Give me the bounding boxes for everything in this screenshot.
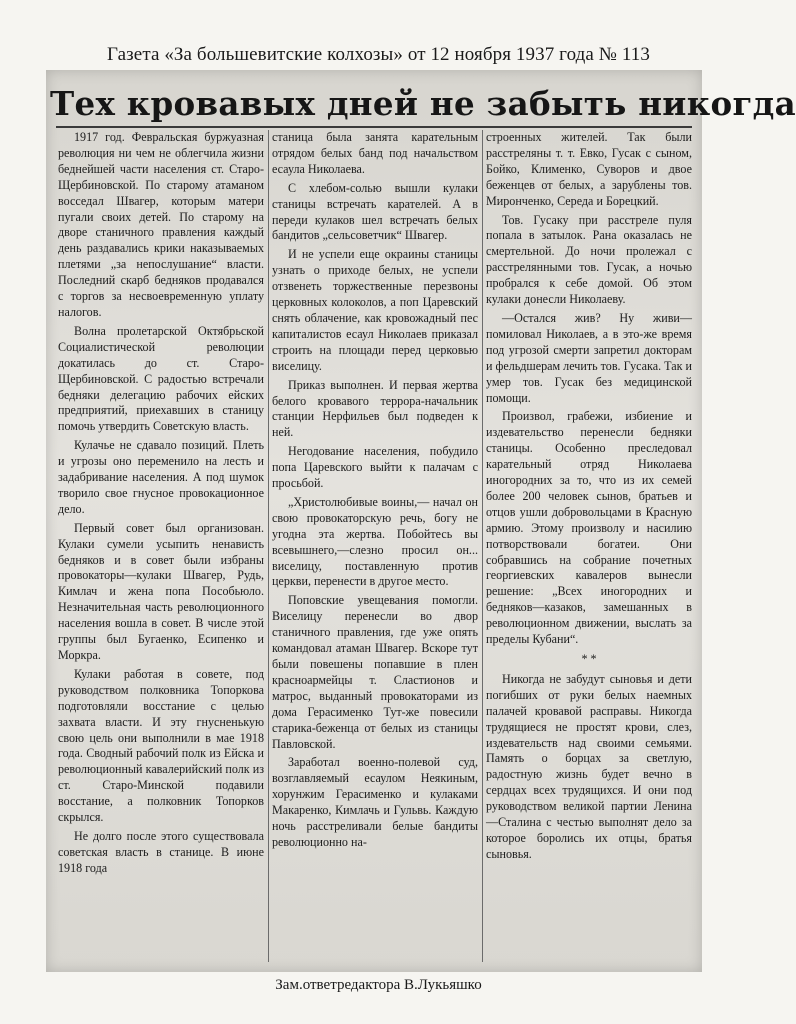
article-paragraph: Приказ выполнен. И первая жертва белого кровавого террора-начальник станции Нерфильев был подведен к ней. [272, 377, 478, 440]
article-paragraph: Волна пролетарской Октябрьской Социалистической революции докатилась до ст. Старо-Щербиновской. С радостью встречали бедняки делегацию рабочих ейских предприятий, приехавших в станицу помочь утвердить Советскую власть. [58, 323, 264, 434]
article-column-3 [486, 130, 692, 866]
article-paragraph: 1917 год. Февральская буржуазная революция ни чем не облегчила жизни беднейшей части населения ст. Старо-Щербиновской. По старому атаманом восседал Швагер, которым матери пугали своих детей. По старому на дворе станичного правления каждый день раздавались крики наказываемых плетями „за непослушание“ власти. Последний скарб бедняков продавался с торгов за несвоевременную уплату налогов. [58, 130, 264, 319]
article-column-1 [58, 130, 264, 880]
article-paragraph: Никогда не забудут сыновья и дети погибших от руки белых наемных палачей кровавой расправы. Никогда трудящиеся не простят крови, слез, издевательств над своими семьями. Память о борцах за светлую, радостную жизнь будет вечно в сердцах всех трудящихся. И они под руководством великой партии Ленина—Сталина с честью выполнят дело за которое боролись их отцы, братья сыновья. [486, 671, 692, 861]
article-paragraph: Кулаки работая в совете, под руководством полковника Топоркова подготовляли восстание с целью захвата власти. И эту гнусненькую свою цель они выполнили в мае 1918 года. Сводный рабочий полк из Ейска и революционный кавалерийский полк из ст. Старо-Минской подавили восстание, а полковник Топорков скрылся. [58, 666, 264, 825]
article-paragraph: „Христолюбивые воины,— начал он свою провокаторскую речь, богу не угодна эта жертва. Побойтесь вы всевышнего,—слезно просил он... виселицу, поставленную против церкви, перенести в другое место. [272, 494, 478, 589]
column-divider [268, 130, 269, 962]
article-paragraph: Произвол, грабежи, избиение и издевательство перенесли бедняки станицы. Особенно преследовал карательный отряд Николаева иногородних за то, что из их семей более 200 человек сынов, братьев и отцов ушли добровольцами в Красную армию. Этому произволу и насилию потворствовали богатеи. Они собравшись на собрание почетных георгиевских кавалеров вынесли решение: „Всех иногородних и бедняков—казаков, замешанных в революционном движении, выслать за пределы Кубани“. [486, 409, 692, 647]
article-paragraph: Первый совет был организован. Кулаки сумели усыпить ненависть бедняков и в совет были избраны провокаторы—кулаки Швагер, Рудь, Кимлач и жена попа Пособьюло. Незначительная часть революционного населения вошла в совет. В числе этой группы был Бугаенко, Есипенко и Моркра. [58, 520, 264, 662]
article-column-2 [272, 130, 478, 854]
article-paragraph: * * [581, 652, 597, 666]
article-paragraph: Поповские увещевания помогли. Виселицу перенесли во двор станичного правления, где уже опять командовал атаман Швагер. Вскоре тут были повешены попавшие в плен красноармейцы т. Сластионов и матрос, выданный провокаторами из дома Герасименко Тут-же повесили старика-беженца от белых из станицы Павловской. [272, 593, 478, 751]
article-paragraph: Негодование населения, побудило попа Царевского выйти к палачам с просьбой. [272, 444, 478, 491]
editor-signature: Зам.ответредактора В.Лукьяшко [275, 977, 482, 993]
article-headline: Тех кровавых дней не забыть никогда [50, 84, 796, 123]
article-paragraph: станица была занята карательным отрядом белых банд под начальством есаула Николаева. [272, 130, 478, 176]
headline-rule [56, 126, 692, 128]
article-paragraph: —Остался жив? Ну живи—помиловал Николаев, а в это-же время под угрозой смерти запретил докторам и фельдшерам лечить тов. Гусака. Так и умер тов. Гусак без медицинской помощи. [486, 310, 692, 405]
article-paragraph: Заработал военно-полевой суд, возглавляемый есаулом Неякиным, хорунжим Герасименко и кулаками Макаренко, Кимлачь и Гульвь. Каждую ночь расстреливали белые бандиты революционно на- [272, 755, 478, 849]
article-paragraph: Тов. Гусаку при расстреле пуля попала в затылок. Рана оказалась не смертельной. До ночи пролежал с расстрелянными тов. Гусак, а ночью пробрался к себе домой. Об этом кулаки донесли Николаеву. [486, 212, 692, 307]
column-divider [482, 130, 483, 962]
document-caption: Газета «За большевитские колхозы» от 12 ноября 1937 года № 113 [107, 44, 650, 65]
article-paragraph: строенных жителей. Так были расстреляны т. т. Евко, Гусак с сыном, Бойко, Клименко, Суворов и двое беженцев от белых, а зарублены тов. Миронченко, Середа и Борецкий. [486, 130, 692, 208]
article-paragraph: С хлебом-солью вышли кулаки станицы встречать карателей. А в переди кулаков шел встречать белых бандитов „сельсоветчик“ Швагер. [272, 180, 478, 243]
article-paragraph: И не успели еще окраины станицы узнать о приходе белых, не успели отзвенеть торжественные перезвоны церковных колоколов, а поп Царевский снять облачение, как кровожадный пес капиталистов есаул Николаев приказал строить на площади перед церковью виселицу. [272, 247, 478, 373]
article-paragraph: Не долго после этого существовала советская власть в станице. В июне 1918 года [58, 828, 264, 875]
article-paragraph: Кулачье не сдавало позиций. Плеть и угрозы оно переменило на лесть и задабривание населения. А под шумок творило свое гнусное провокационное дело. [58, 438, 264, 516]
newspaper-clipping [46, 70, 796, 972]
